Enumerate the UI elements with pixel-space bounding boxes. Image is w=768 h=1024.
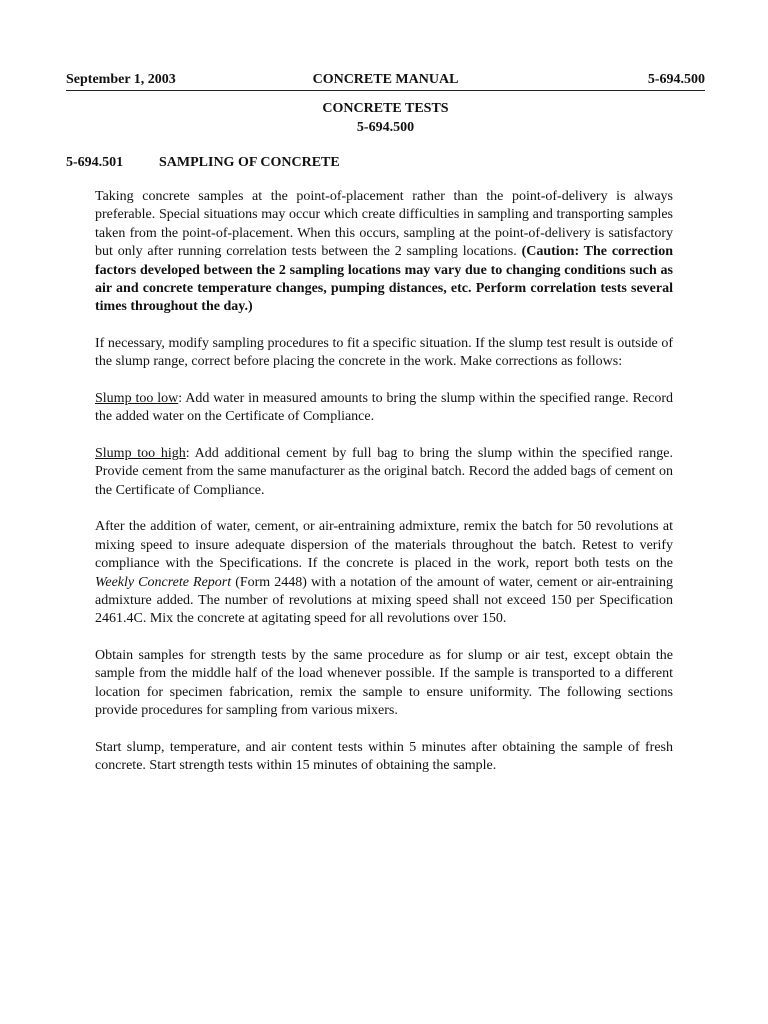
paragraph-5-text-after: (Form 2448) with a notation of the amount of water, cement or air-entraining admixture added. The number of revolutions at mixing speed shall not exceed 150 per Specification 2461.4C. Mix the concrete at agitating speed for all revolutions over 150. <box>95 574 673 627</box>
paragraph-7: Start slump, temperature, and air content tests within 5 minutes after obtaining the sample of fresh concrete. Start strength tests within 15 minutes of obtaining the sample. <box>95 739 673 774</box>
slump-too-high-label: Slump too high <box>95 446 186 462</box>
header-section-number: 5-694.500 <box>647 72 705 87</box>
slump-too-low-label: Slump too low <box>95 391 179 407</box>
slump-too-low-text: : Add water in measured amounts to bring the slump within the specified range. Record the added water on the Certificate of Compliance. <box>95 391 673 425</box>
page-header <box>66 70 705 90</box>
title-block <box>66 99 705 137</box>
header-date: September 1, 2003 <box>66 72 176 87</box>
paragraph-5 <box>95 518 673 628</box>
weekly-concrete-report-title: Weekly Concrete Report <box>95 574 232 590</box>
title-line-2: 5-694.500 <box>356 120 415 135</box>
title-line-1: CONCRETE TESTS <box>322 101 449 116</box>
paragraph-4 <box>95 445 673 500</box>
paragraph-6: Obtain samples for strength tests by the same procedure as for slump or air test, except obtain the sample from the middle half of the load whenever possible. If the sample is transported to a different location for specimen fabrication, remix the sample to ensure uniformity. The following sections provide procedures for sampling from various mixers. <box>95 648 673 719</box>
paragraph-3 <box>95 390 673 427</box>
paragraph-2: If necessary, modify sampling procedures to fit a specific situation. If the slump test result is outside of the slump range, correct before placing the concrete in the work. Make corrections as follows: <box>95 336 673 370</box>
body-text <box>95 188 673 794</box>
paragraph-5-text-before: After the addition of water, cement, or air-entraining admixture, remix the batch for 50 revolutions at mixing speed to insure adequate dispersion of the materials throughout the batch. Retest to verify compliance with the Specifications. If the concrete is placed in the work, report both tests on the <box>95 519 673 572</box>
header-manual-title: CONCRETE MANUAL <box>312 72 459 87</box>
section-number: 5-694.501 <box>66 155 124 170</box>
header-rule <box>66 90 705 91</box>
slump-too-high-text: : Add additional cement by full bag to bring the slump within the specified range. Provide cement from the same manufacturer as the original batch. Record the added bags of cement on the Certificate of Compliance. <box>95 446 673 498</box>
paragraph-1-text: Taking concrete samples at the point-of-placement rather than the point-of-delivery is always preferable. Special situations may occur which create difficulties in sampling and transporting samples taken from the point-of-placement. When this occurs, sampling at the point-of-delivery is satisfactory but only after running correlation tests between the 2 sampling locations. <box>95 189 673 260</box>
section-title: SAMPLING OF CONCRETE <box>159 155 340 170</box>
caution-note: (Caution: The correction factors developed between the 2 sampling locations may vary due to changing conditions such as air and concrete temperature changes, pumping distances, etc. Perform correlation tests several times throughout the day.) <box>95 244 673 315</box>
paragraph-1 <box>95 188 673 317</box>
